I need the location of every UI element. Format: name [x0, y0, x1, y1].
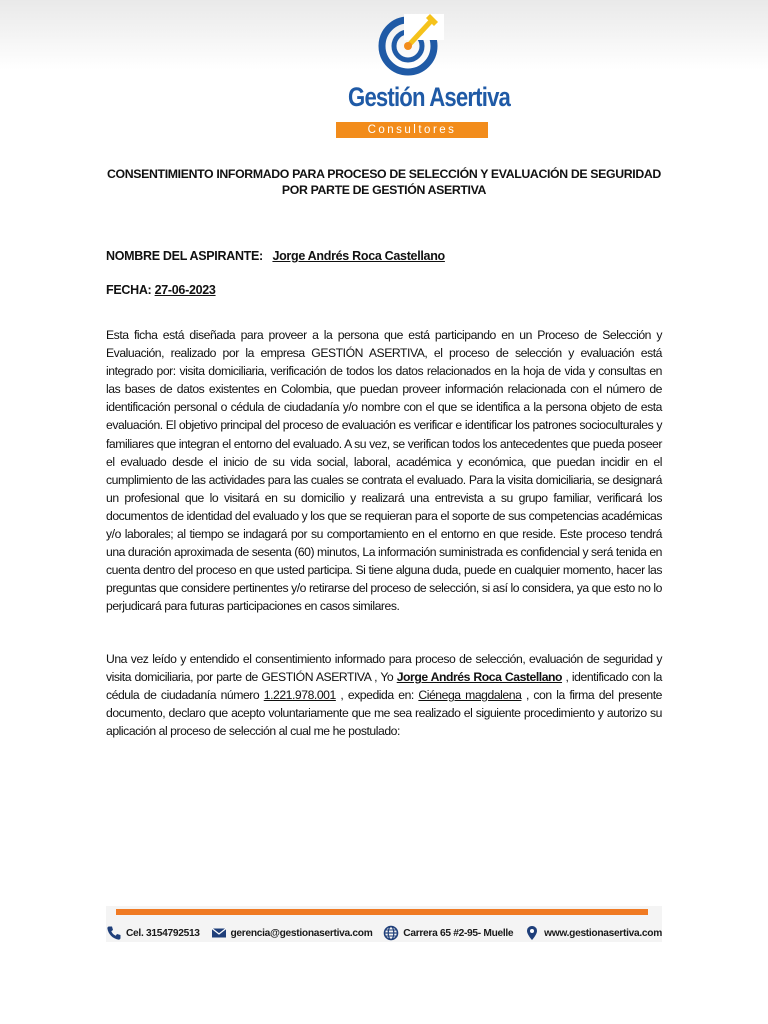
brand-subtitle: Consultores — [336, 122, 488, 138]
footer-contact-row — [106, 924, 662, 942]
declaration-city: Ciénega magdalena — [418, 688, 522, 703]
applicant-name-field — [106, 249, 445, 263]
title-line-2: POR PARTE DE GESTIÓN ASERTIVA — [281, 183, 487, 197]
company-logo — [334, 10, 511, 136]
brand-name: Gestión Asertiva — [348, 82, 511, 112]
consent-declaration-paragraph — [106, 650, 662, 740]
location-pin-icon — [524, 925, 540, 941]
footer-divider — [116, 909, 648, 915]
declaration-text-1: Una vez leído y entendido el consentimiento informado para proceso de selección, evaluación de seguridad y visita domiciliaria, por parte de GESTIÓN ASERTIVA , Yo — [106, 652, 662, 685]
phone-icon — [106, 925, 122, 941]
title-line-1: CONSENTIMIENTO INFORMADO PARA PROCESO DE SELECCIÓN Y EVALUACIÓN DE SEGURIDAD — [107, 167, 661, 181]
applicant-name-value: Jorge Andrés Roca Castellano — [272, 249, 445, 263]
date-field — [106, 283, 216, 297]
phone-text: Cel. 3154792513 — [126, 927, 200, 939]
date-value: 27-06-2023 — [154, 283, 216, 297]
footer-phone — [106, 925, 200, 941]
declaration-name: Jorge Andrés Roca Castellano — [396, 670, 563, 685]
declaration-text-2: , identificado con la cédula de ciudadanía número — [106, 670, 662, 703]
website-text: www.gestionasertiva.com — [544, 927, 662, 939]
declaration-id-number: 1.221.978.001 — [263, 688, 336, 703]
globe-icon — [383, 925, 399, 941]
email-text: gerencia@gestionasertiva.com — [230, 927, 373, 939]
footer-email — [211, 925, 373, 941]
date-label: FECHA: — [106, 283, 152, 297]
mail-icon — [211, 925, 227, 941]
declaration-text-4: , con la firma del presente documento, declaro que acepto voluntariamente que me sea realizado el siguiente procedimiento y autorizo su aplicación al proceso de selección al cual me he postulado: — [106, 688, 662, 739]
footer-address — [383, 925, 513, 941]
address-text: Carrera 65 #2-95- Muelle — [403, 927, 514, 939]
consent-description-paragraph: Esta ficha está diseñada para proveer a la persona que está participando en un Proceso de Selección y Evaluación, realizado por la empresa GESTIÓN ASERTIVA, el proceso de selección y evaluación está integrado por: visita domiciliaria, verificación de todos los datos relacionados en la hoja de vida y consultas en las bases de datos existentes en Colombia, que puedan proveer información relacionada con el número de identificación personal o cédula de ciudadanía y/o nombre con el que se identifica a la persona objeto de esta evaluación. El objetivo principal del proceso de evaluación es verificar e identificar los patrones socioculturales y familiares que integran el entorno del evaluado. A su vez, se verifican todos los antecedentes que pueda poseer el evaluado desde el inicio de su vida social, laboral, académica y económica, que puedan incidir en el cumplimiento de las actividades para las cuales se contrata el evaluado. Para la visita domiciliaria, se designará un profesional que lo visitará en su domicilio y realizará una entrevista a su grupo familiar, verificará los documentos de identidad del evaluado y los que se requieran para el soporte de sus competencias académicas y/o laborales; al tiempo se indagará por su comportamiento en el entorno en que reside. Este proceso tendrá una duración aproximada de sesenta (60) minutos, La información suministrada es confidencial y será tenida en cuenta dentro del proceso en que usted participa. Si tiene alguna duda, puede en cualquier momento, hacer las preguntas que considere pertinentes y/o retirarse del proceso de selección, si así lo considera, ya que esto no lo perjudicará para futuras participaciones en casos similares. — [106, 328, 662, 614]
declaration-text-3: , expedida en: — [335, 688, 419, 703]
logo-spiral-icon — [378, 10, 444, 76]
applicant-name-label: NOMBRE DEL ASPIRANTE: — [106, 249, 263, 263]
footer-website — [524, 925, 662, 941]
document-title — [100, 166, 668, 198]
